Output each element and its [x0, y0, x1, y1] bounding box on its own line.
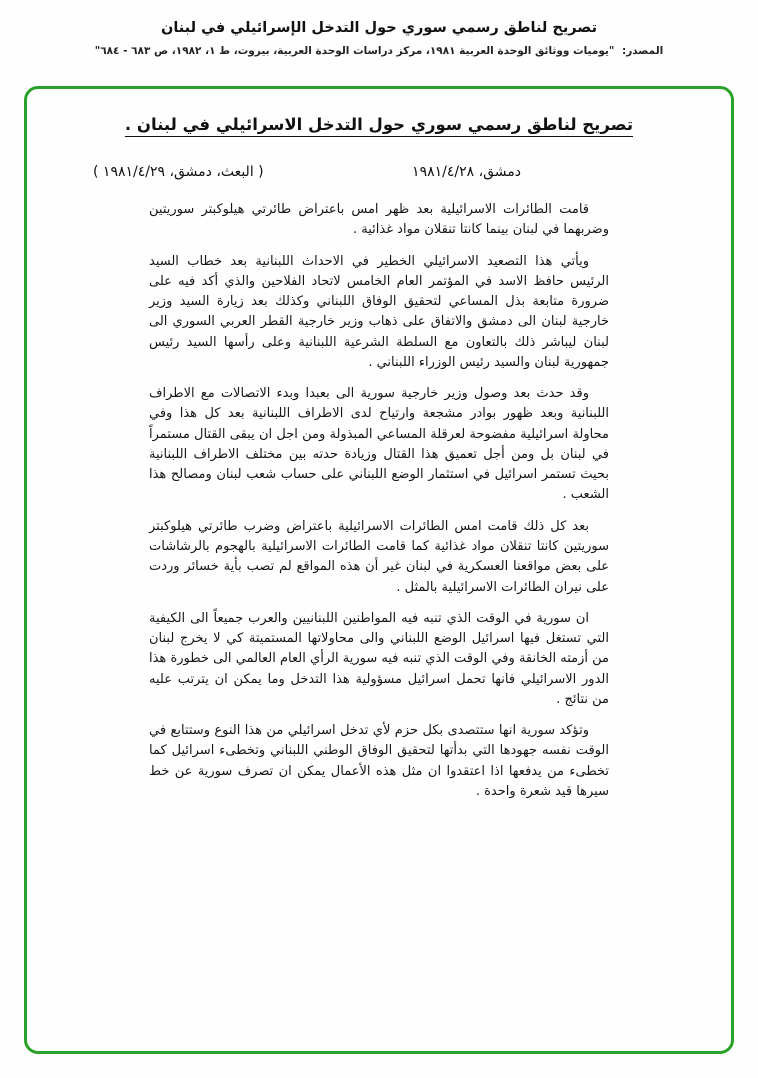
document-title — [27, 115, 731, 134]
paragraph: بعد كل ذلك قامت امس الطائرات الاسرائيلية باعتراض وضرب طائرتي هيلوكبتر سوريتين كانتا تنقلان مواد غذائية كما قامت الطائرات الاسرائيلية بالهجوم بالرشاشات على بعض مواقعنا العسكرية في لبنان غير أن هذه المواقع لم تصب بأية خسائر وردت على نيران الطائرات الاسرائيلية بالمثل . — [149, 518, 609, 595]
document-title-text: تصريح لناطق رسمي سوري حول التدخل الاسرائيلي في لبنان . — [124, 115, 634, 134]
paragraph: وتؤكد سورية انها ستتصدى بكل حزم لأي تدخل اسرائيلي من هذا النوع وستتابع في الوقت نفسه جهودها التي بدأتها لتحقيق الوفاق الوطني اللبناني وتخطىء اسرائيل كما تخطىء من يدفعها اذا اعتقدوا ان مثل هذه الأعمال يمكن ان تصرف سورية عن خط سيرها قيد شعرة واحدة . — [149, 723, 609, 799]
dateline-attribution: ( البعث، دمشق، ١٩٨١/٤/٢٩ ) — [93, 164, 264, 180]
dateline-place-date: دمشق، ١٩٨١/٤/٢٨ — [412, 164, 521, 180]
source-citation-text: "يوميات ووثائق الوحدة العربية ١٩٨١، مركز دراسات الوحدة العربية، بيروت، ط ١، ١٩٨٢، ص ٦٨٣ - ٦٨٤" — [94, 45, 615, 57]
document-green-frame — [24, 86, 734, 1054]
source-citation-line — [0, 45, 758, 57]
paragraph: وقد حدث بعد وصول وزير خارجية سورية الى بعبدا وبدء الاتصالات مع الاطراف اللبنانية وبعد ظهور بوادر مشجعة وارتياح لدى الاطراف اللبنانية بعد كل هذا وفي محاولة اسرائيلية مفضوحة لعرقلة المساعي المبذولة ومن اجل ان يبقى القتال مستمراً في لبنان بل ومن أجل تعميق هذا القتال وزيادة حدته بين مختلف الاطراف اللبنانية بحيث تستمر اسرائيل في استثمار الوضع اللبناني على حساب شعب لبنان ومصالح هذا الشعب . — [149, 386, 609, 503]
page-header-title: تصريح لناطق رسمي سوري حول التدخل الإسرائيلي في لبنان — [160, 20, 598, 36]
paragraph: ان سورية في الوقت الذي تنبه فيه المواطنين اللبنانيين والعرب جميعاً الى الكيفية التي تستغل فيها اسرائيل الوضع اللبناني والى محاولاتها المستميتة كي لا يخرج لبنان من أزمته الخانقة وفي الوقت الذي تنبه فيه سورية الرأي العام العالمي الى خطورة هذا الدور الاسرائيلي فانها تحمل اسرائيل مسؤولية هذا التدخل وما يمكن ان يترتب عليه من نتائج . — [149, 610, 609, 707]
paragraph: ويأتي هذا التصعيد الاسرائيلي الخطير في الاحداث اللبنانية بعد خطاب السيد الرئيس حافظ الاسد في المؤتمر العام الخامس لاتحاد الفلاحين والذي أكد فيه على ضرورة متابعة بذل المساعي لتحقيق الوفاق اللبناني وكذلك بعد زيارة السيد وزير خارجية لبنان الى دمشق والاتفاق على ذهاب وزير خارجية القطر العربي السوري الى لبنان ليباشر ذلك بالتعاون مع السلطة الشرعية اللبنانية وعلى رأسها السيد رئيس جمهورية لبنان والسيد رئيس الوزراء اللبناني . — [149, 253, 609, 370]
paragraph: قامت الطائرات الاسرائيلية بعد ظهر امس باعتراض طائرتي هيلوكبتر سوريتين وضربهما في لبنان بينما كانتا تنقلان مواد غذائية . — [149, 202, 609, 238]
document-body — [149, 200, 609, 802]
dateline — [93, 164, 696, 180]
source-label: المصدر: — [622, 45, 664, 57]
